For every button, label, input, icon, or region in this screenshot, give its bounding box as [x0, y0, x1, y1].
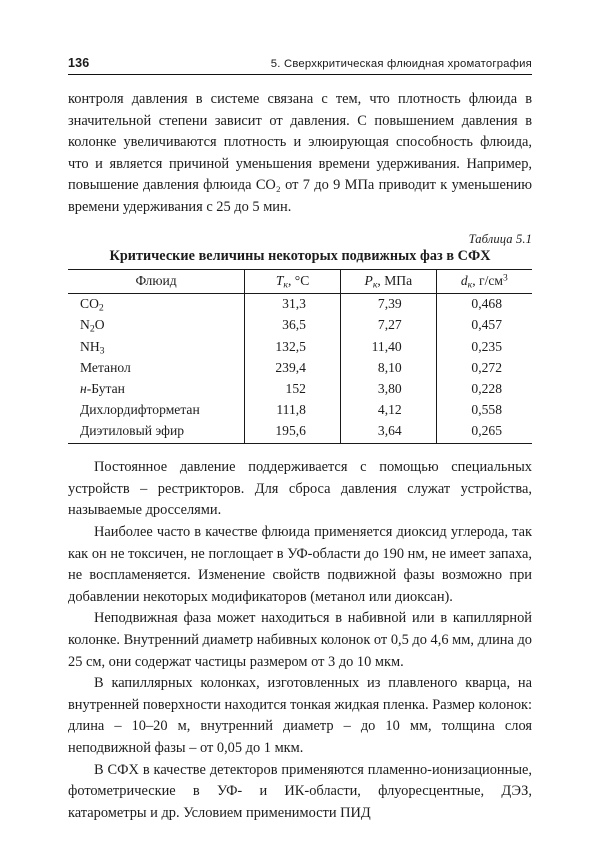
- table-caption-title: Критические величины некоторых подвижных фаз в СФХ: [109, 247, 491, 264]
- cell-tk: 31,3: [245, 293, 341, 315]
- comma-pk: ,: [377, 272, 385, 288]
- cell-pk: 3,64: [340, 421, 436, 444]
- paragraph-co2-fluid: [68, 522, 532, 608]
- subscript-k-t: к: [283, 279, 288, 291]
- paragraph-restrictors: [68, 457, 532, 522]
- cell-dk: 0,228: [436, 378, 532, 399]
- paragraph-text: В капиллярных колонках, изготовленных из плавленого кварца, на внутренней поверхности находится тонкая жидкая пленка. Размер колонок: длина – 10–20 м, внутренний диаметр – до 10 мм, толщина слоя неподвижной фазы – от 0,05 до 1 мкм.: [68, 675, 532, 756]
- paragraph-intro: [68, 89, 532, 219]
- cell-tk: 195,6: [245, 421, 341, 444]
- cell-pk: 11,40: [340, 336, 436, 357]
- subscript-k-d: к: [467, 279, 473, 291]
- cell-pk: 7,39: [340, 293, 436, 315]
- unit-pk: МПа: [384, 272, 413, 288]
- column-header-fluid: Флюид: [68, 269, 245, 293]
- paragraph-capillary: [68, 673, 532, 759]
- table-block: [68, 232, 532, 445]
- table-row: [68, 336, 532, 357]
- body-after-table: [68, 457, 532, 824]
- unit-dk: $г/см^3$: [479, 272, 508, 288]
- paragraph-detectors: [68, 760, 532, 825]
- table-head: [68, 269, 532, 293]
- table-row: [68, 421, 532, 444]
- unit-tk: °C: [294, 272, 310, 288]
- cell-dk: 0,265: [436, 421, 532, 444]
- fluid-formula-base: NH: [80, 338, 100, 354]
- fluid-formula-sub: 2: [89, 323, 95, 335]
- comma-dk: ,: [472, 272, 480, 288]
- cell-fluid: Дихлордифторметан: [80, 402, 200, 418]
- chapter-title: 5. Сверхкритическая флюидная хроматография: [270, 58, 532, 70]
- cell-fluid: [68, 336, 245, 357]
- table-row: [68, 357, 532, 378]
- cell-pk: 3,80: [340, 378, 436, 399]
- cell-fluid: Диэтиловый эфир: [68, 421, 245, 444]
- paragraph-text: контроля давления в системе связана с тем, что плотность флюида в значительной степени зависит от давления. С повышением давления в колонке увеличиваются плотность и элюирующая способность флюида, что и является причиной уменьшения времени удерживания. Например, повышение давления флюида CO₂ от 7 до 9 МПа приводит к уменьшению времени удерживания с 25 до 5 мин.: [68, 91, 532, 215]
- paragraph-text: Неподвижная фаза может находиться в набивной или в капиллярной колонке. Внутренний диаметр набивных колонок от 0,5 до 4,6 мм, длина до 25 см, они содержат частицы размером от 3 до 10 мкм.: [68, 610, 532, 670]
- table-body: [68, 293, 532, 444]
- cell-dk: 0,235: [436, 336, 532, 357]
- symbol-P: P: [364, 272, 373, 288]
- subscript-k-p: к: [372, 279, 378, 291]
- fluid-name-rest: -Бутан: [86, 380, 125, 396]
- fluid-formula-tail: O: [94, 317, 105, 333]
- cell-dk: 0,468: [436, 293, 532, 315]
- cell-tk: 239,4: [245, 357, 341, 378]
- symbol-d: d: [460, 272, 468, 288]
- fluid-formula-sub: 2: [98, 302, 104, 314]
- paragraph-text: В СФХ в качестве детекторов применяются пламенно-ионизационные, фотометрические в УФ- и ИК-области, флуоресцентные, ДЭЗ, катарометры и др. Условием применимости ПИД: [68, 761, 532, 821]
- cell-tk: 36,5: [245, 315, 341, 336]
- table-row: [68, 315, 532, 336]
- fluid-formula-base: CO: [80, 296, 99, 312]
- cell-fluid: [68, 315, 245, 336]
- critical-values-table: [68, 269, 532, 445]
- fluid-formula-sub: 3: [99, 345, 105, 357]
- column-header-pk: [340, 269, 436, 293]
- table-row: [68, 400, 532, 421]
- column-header-dk: [436, 269, 532, 293]
- table-row: [68, 378, 532, 399]
- paragraph-text: Постоянное давление поддерживается с помощью специальных устройств – рестрикторов. Для сброса давления служат устройства, называемые дросселями.: [68, 459, 532, 519]
- cell-fluid: [68, 378, 245, 399]
- table-number-label: Таблица 5.1: [468, 231, 532, 246]
- cell-tk: 132,5: [245, 336, 341, 357]
- table-row: [68, 293, 532, 315]
- paragraph-stationary-phase: [68, 608, 532, 673]
- paragraph-text: Наиболее часто в качестве флюида применяется диоксид углерода, так как он не токсичен, не поглощает в УФ-области до 190 нм, не имеет запаха, не воспламеняется. Изменение свойств подвижной фазы возможно при добавлении некоторых модификаторов (метанол или диоксан).: [68, 524, 532, 605]
- page-content: [68, 56, 532, 824]
- cell-fluid: [68, 293, 245, 315]
- fluid-formula-base: N: [80, 317, 90, 333]
- cell-dk: 0,558: [436, 400, 532, 421]
- cell-tk: 152: [245, 378, 341, 399]
- cell-pk: 7,27: [340, 315, 436, 336]
- cell-dk: 0,457: [436, 315, 532, 336]
- unit-celsius: ,: [287, 272, 295, 288]
- fluid-italic-prefix: н: [80, 380, 87, 396]
- cell-tk: 111,8: [245, 400, 341, 421]
- cell-dk: 0,272: [436, 357, 532, 378]
- header-rule: [68, 74, 532, 75]
- column-header-tk: [245, 269, 341, 293]
- symbol-T: T: [275, 272, 284, 288]
- cell-pk: 4,12: [340, 400, 436, 421]
- running-head: [68, 56, 532, 70]
- cell-fluid: Метанол: [80, 359, 131, 375]
- page-number: 136: [68, 56, 90, 70]
- cell-pk: 8,10: [340, 357, 436, 378]
- table-header-row: [68, 269, 532, 293]
